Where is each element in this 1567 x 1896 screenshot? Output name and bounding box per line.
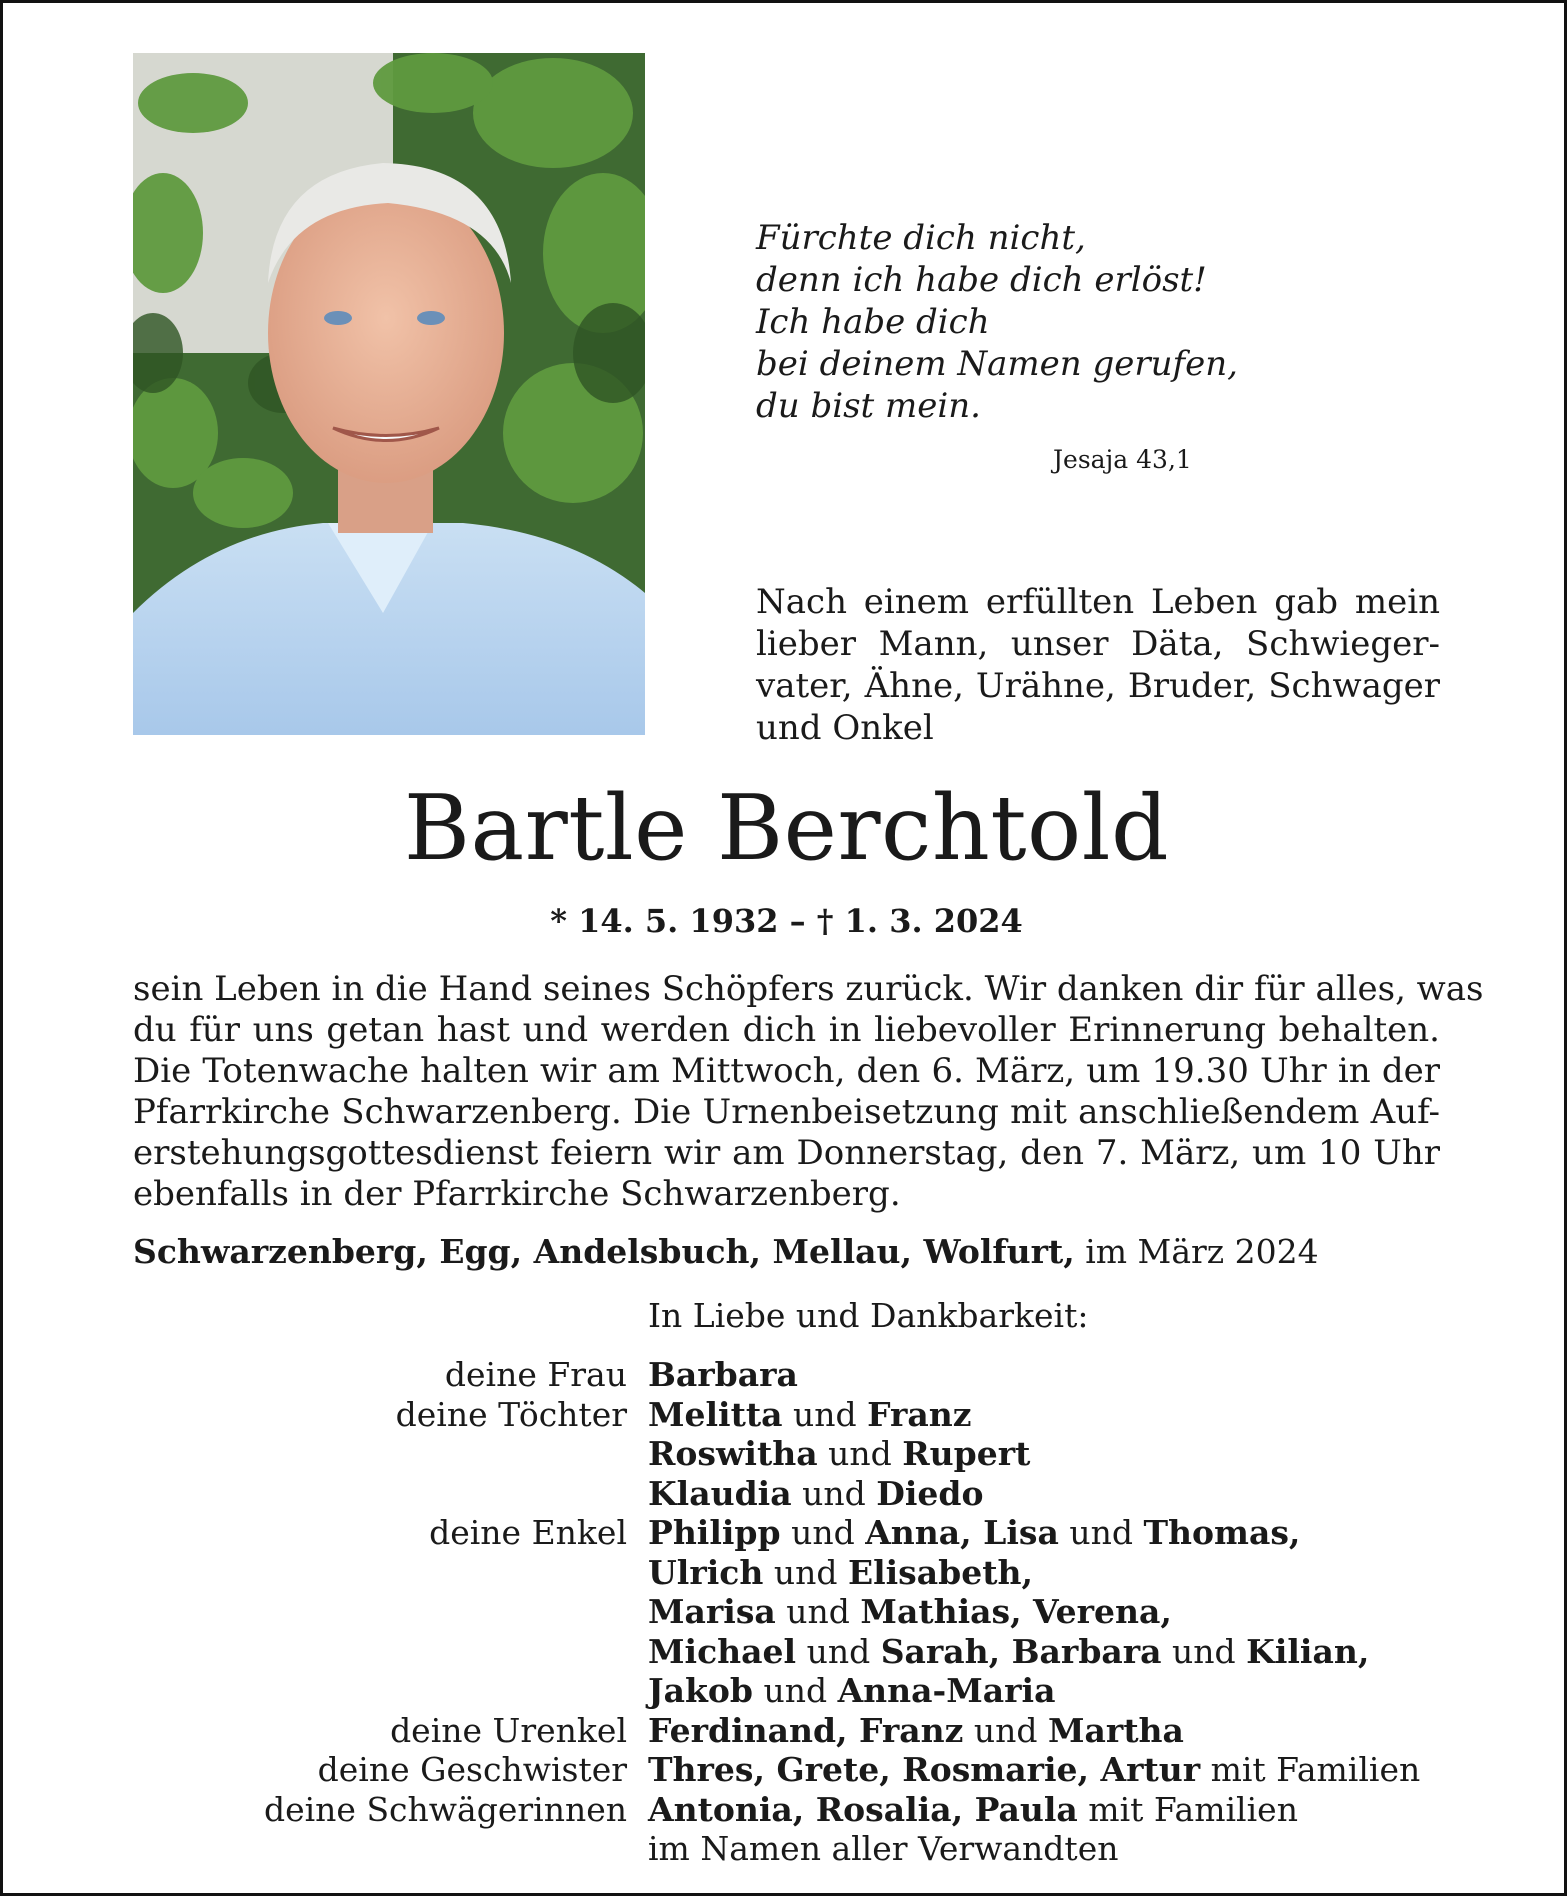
family-connector: und [775, 1592, 861, 1631]
place-date-line [133, 1231, 1319, 1273]
verse-line: bei deinem Namen gerufen, [756, 344, 1238, 384]
family-names [648, 1513, 1300, 1553]
life-dates: * 14. 5. 1932 – † 1. 3. 2024 [550, 902, 1023, 940]
body-line: Die Totenwache halten wir am Mittwoch, den 6. März, um 19.30 Uhr in der [133, 1051, 1440, 1091]
family-relation: deine Schwägerinnen [263, 1789, 627, 1829]
family-row [133, 1790, 1453, 1830]
family-row [133, 1711, 1453, 1751]
family-member-name: Anna-Maria [837, 1671, 1056, 1710]
intro-line: lieber Mann, unser Däta, Schwieger- [756, 624, 1440, 664]
family-member-name: Elisabeth, [847, 1552, 1033, 1592]
body-line: erstehungsgottesdienst feiern wir am Donnerstag, den 7. März, um 10 Uhr [133, 1133, 1440, 1173]
month-year: im März 2024 [1074, 1232, 1319, 1271]
family-relation [133, 1632, 648, 1672]
family-member-name: Franz [867, 1394, 972, 1434]
family-member-name: Antonia, Rosalia, Paula [648, 1789, 1078, 1829]
intro-line: Nach einem erfüllten Leben gab mein [756, 582, 1440, 622]
family-names [648, 1553, 1033, 1593]
family-member-name: Michael [648, 1631, 797, 1671]
family-relation: deine Geschwister [317, 1750, 627, 1789]
family-member-name: Roswitha [648, 1434, 818, 1473]
family-member-name: Martha [1048, 1710, 1184, 1750]
family-connector: und [791, 1473, 877, 1513]
body-line: ebenfalls in der Pfarrkirche Schwarzenberg. [133, 1174, 901, 1214]
family-row [133, 1671, 1453, 1711]
family-connector: und [963, 1710, 1049, 1750]
family-member-name: Jakob [648, 1671, 753, 1710]
family-member-name: Sarah, Barbara [880, 1631, 1162, 1671]
family-names [648, 1395, 971, 1435]
family-row [133, 1434, 1453, 1474]
intro-paragraph [756, 581, 1440, 749]
bible-verse [756, 217, 1238, 427]
family-member-name: Kilian, [1246, 1631, 1370, 1671]
family-names [648, 1829, 1118, 1869]
dankbarkeit-line: In Liebe und Dankbarkeit: [648, 1296, 1089, 1335]
family-member-name: Philipp [648, 1513, 781, 1552]
family-names [648, 1592, 1172, 1632]
family-relation [133, 1474, 648, 1514]
family-row [133, 1513, 1453, 1553]
family-connector: und [782, 1394, 868, 1434]
family-row [133, 1632, 1453, 1672]
family-member-name: Rupert [902, 1434, 1031, 1473]
intro-line: und Onkel [756, 708, 934, 748]
family-names [648, 1711, 1184, 1751]
family-row [133, 1750, 1453, 1790]
verse-reference: Jesaja 43,1 [1053, 445, 1192, 474]
family-member-name: Marisa [648, 1592, 776, 1631]
family-relation: deine Frau [444, 1355, 627, 1394]
family-row [133, 1355, 1453, 1395]
family-names [648, 1355, 798, 1395]
family-connector: und [817, 1434, 903, 1473]
family-member-name: Ulrich [648, 1552, 764, 1592]
towns: Schwarzenberg, Egg, Andelsbuch, Mellau, Wolfurt, [133, 1232, 1075, 1271]
deceased-name: Bartle Berchtold [403, 776, 1170, 881]
family-connector: und [752, 1671, 838, 1710]
family-row [133, 1592, 1453, 1632]
body-line: du für uns getan hast und werden dich in liebevoller Erinnerung behalten. [133, 1010, 1440, 1050]
verse-line: denn ich habe dich erlöst! [756, 260, 1207, 300]
family-relation: deine Enkel [429, 1513, 627, 1552]
family-connector: und [1161, 1631, 1247, 1671]
family-relation [133, 1671, 648, 1711]
family-member-name: Mathias, Verena, [860, 1592, 1172, 1631]
family-relation [133, 1553, 648, 1593]
body-line: Pfarrkirche Schwarzenberg. Die Urnenbeisetzung mit anschließendem Auf- [133, 1092, 1440, 1132]
family-row [133, 1395, 1453, 1435]
family-member-name: Anna, Lisa [865, 1513, 1059, 1552]
family-member-name: Diedo [876, 1473, 984, 1513]
family-member-name: Ferdinand, Franz [648, 1710, 964, 1750]
family-relation [133, 1434, 648, 1474]
verse-line: Fürchte dich nicht, [756, 218, 1086, 258]
family-connector: mit Familien [1077, 1789, 1298, 1829]
family-member-name: Thomas, [1143, 1513, 1301, 1552]
family-names [648, 1750, 1420, 1790]
family-relation: deine Töchter [395, 1394, 627, 1434]
family-relation: deine Urenkel [390, 1710, 627, 1750]
family-row [133, 1474, 1453, 1514]
intro-line: vater, Ähne, Urähne, Bruder, Schwager [756, 666, 1440, 706]
family-connector: und [780, 1513, 866, 1552]
body-line: sein Leben in die Hand seines Schöpfers zurück. Wir danken dir für alles, was [133, 969, 1484, 1009]
family-names [648, 1790, 1298, 1830]
family-member-name: Melitta [648, 1394, 783, 1434]
family-relation [133, 1829, 648, 1869]
family-member-name: Barbara [648, 1355, 798, 1394]
body-paragraph [133, 969, 1484, 1215]
family-connector: mit Familien [1200, 1750, 1421, 1789]
family-connector: und [1058, 1513, 1144, 1552]
family-list [133, 1355, 1453, 1869]
verse-line: du bist mein. [756, 386, 981, 426]
family-member-name: Thres, Grete, Rosmarie, Artur [648, 1750, 1201, 1789]
family-names [648, 1474, 983, 1514]
verse-line: Ich habe dich [756, 302, 990, 342]
family-connector: im Namen aller Verwandten [648, 1829, 1119, 1868]
family-row [133, 1553, 1453, 1593]
family-connector: und [763, 1552, 848, 1592]
family-member-name: Klaudia [648, 1473, 792, 1513]
family-names [648, 1671, 1055, 1711]
family-names [648, 1632, 1369, 1672]
portrait-photo [133, 53, 645, 735]
family-row [133, 1829, 1453, 1869]
portrait-image [133, 53, 645, 735]
family-relation [133, 1592, 648, 1632]
family-connector: und [796, 1631, 881, 1671]
family-names [648, 1434, 1030, 1474]
